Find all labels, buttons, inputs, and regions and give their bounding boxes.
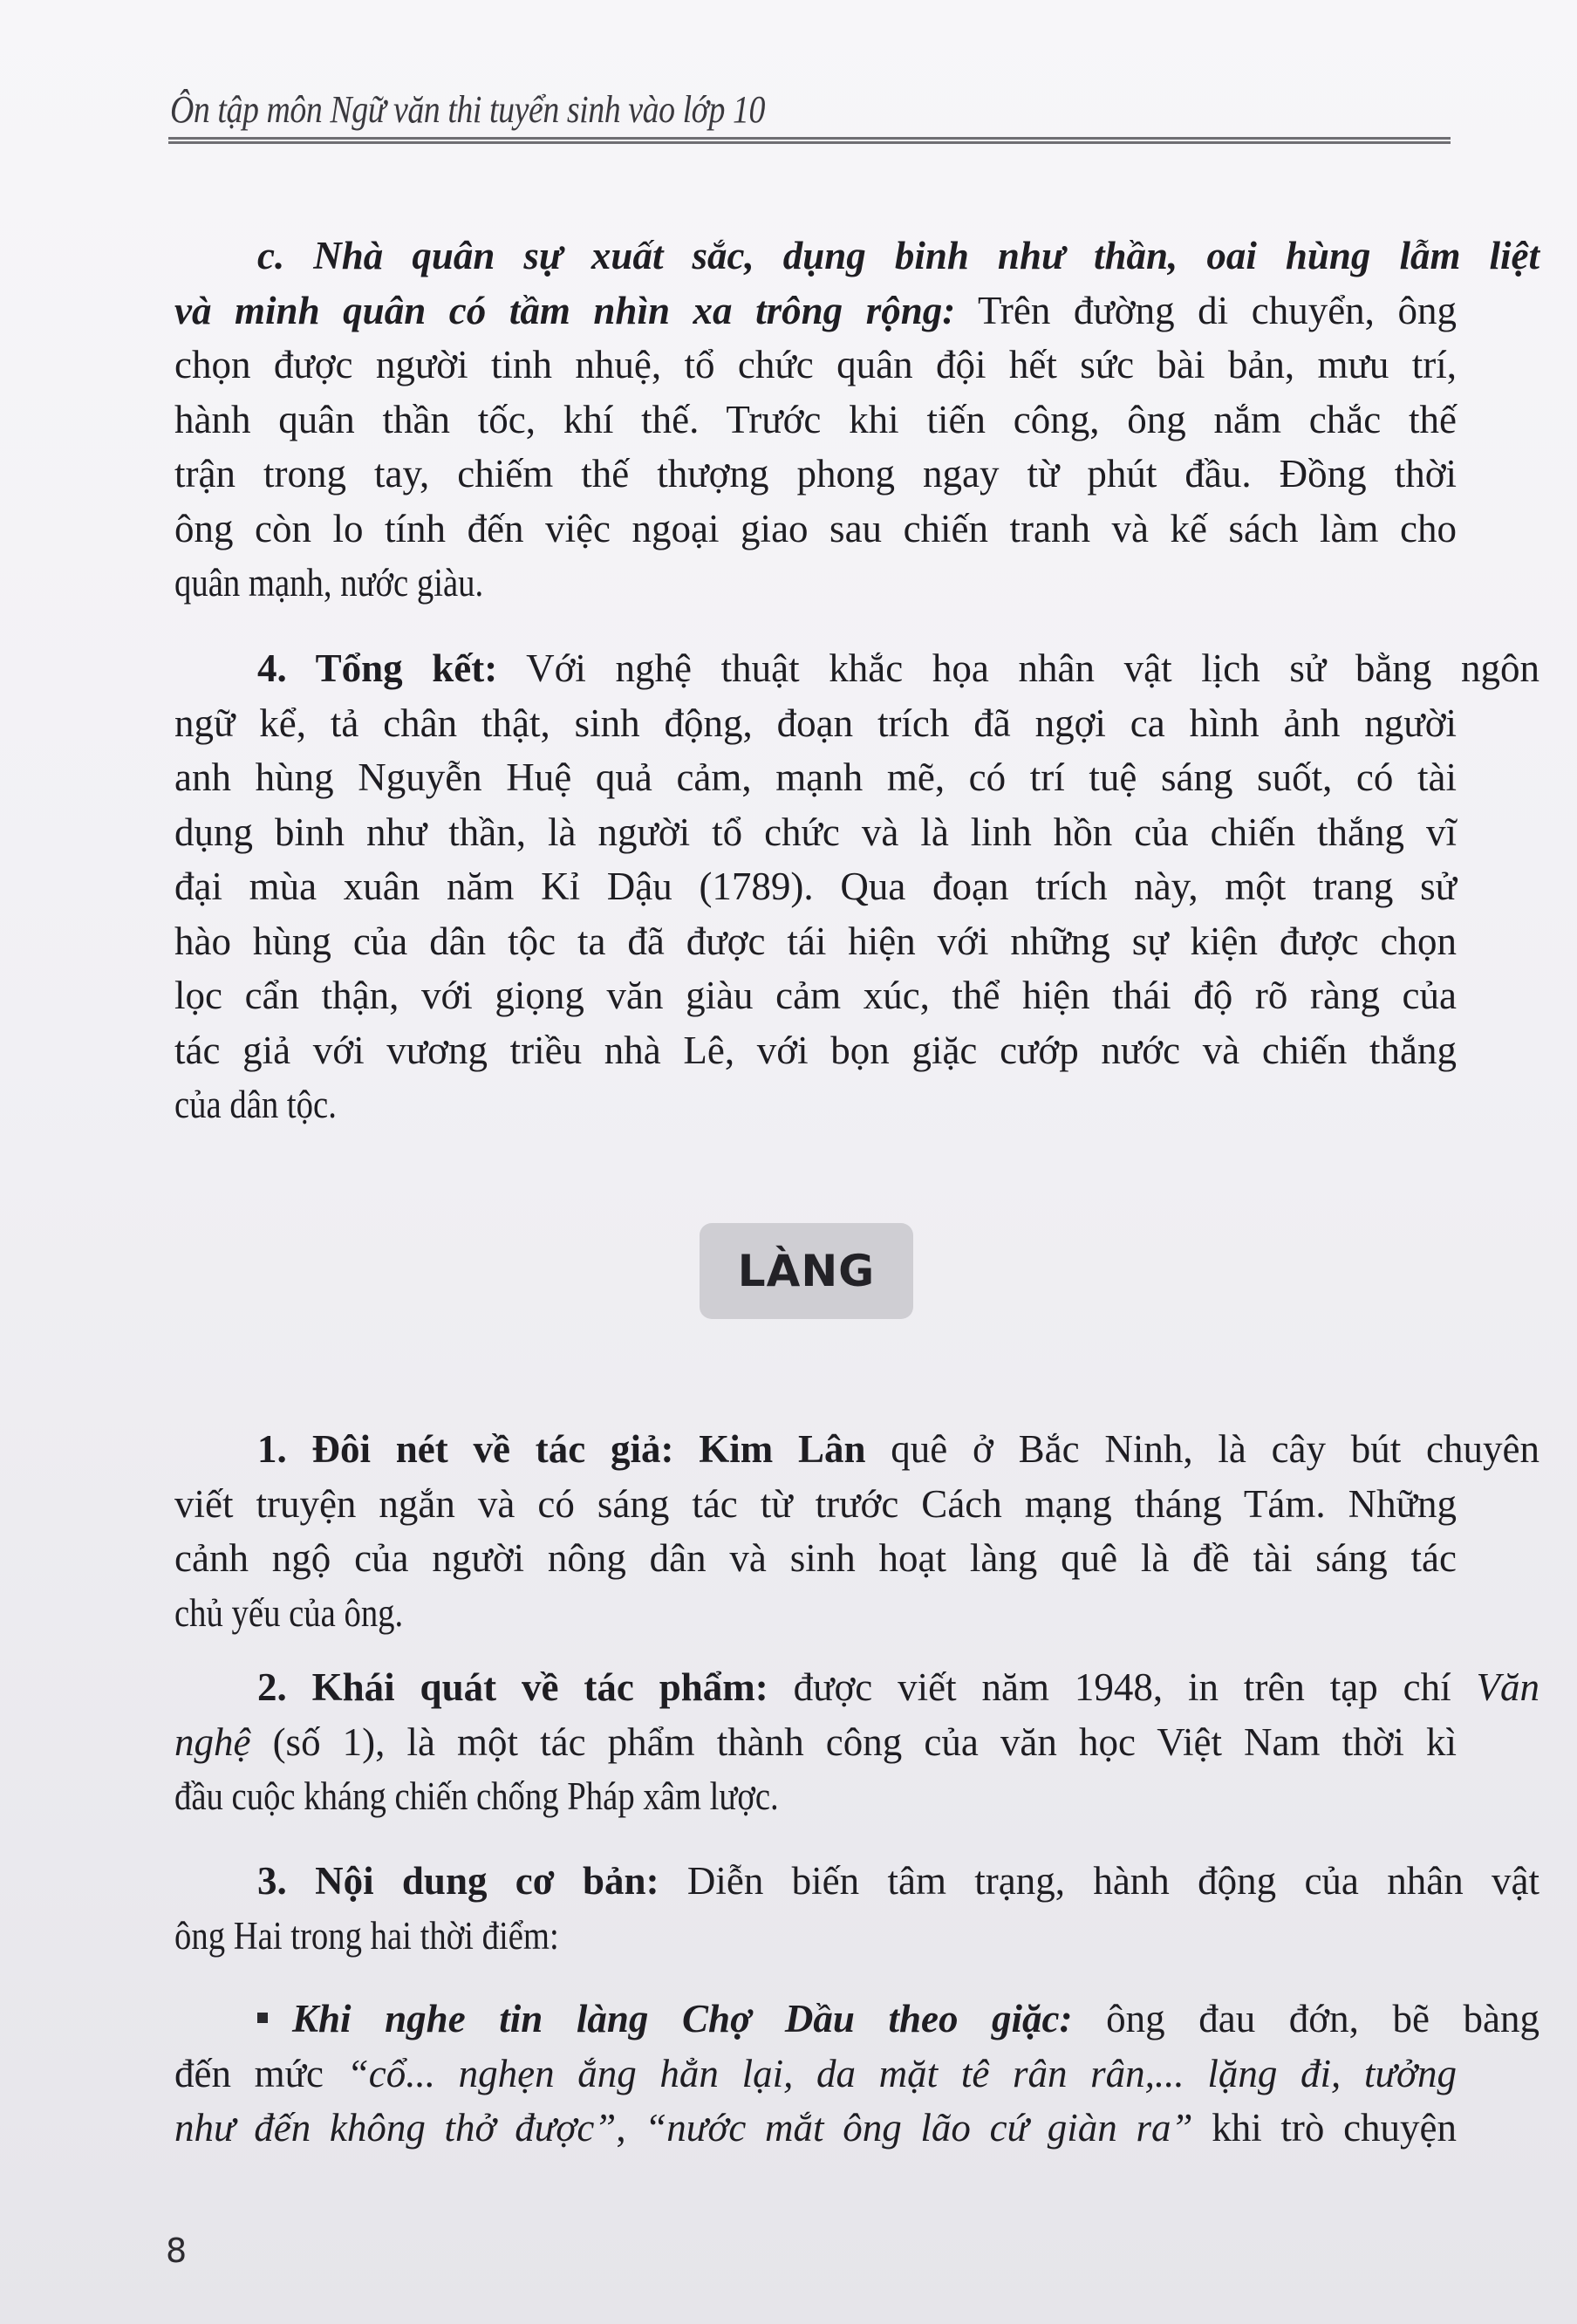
text-line	[174, 2047, 1457, 2102]
text-line: hành quân thần tốc, khí thế. Trước khi tiến công, ông nắm chắc thế	[174, 397, 1457, 441]
text-line: c. Nhà quân sự xuất sắc, dụng binh như thần, oai hùng lẫm liệt	[257, 234, 1539, 277]
quote: như đến không thở được”	[174, 2106, 617, 2150]
section-title: LÀNG	[737, 1246, 876, 1296]
text-line: đại mùa xuân năm Kỉ Dậu (1789). Qua đoạn trích này, một trang sử	[174, 865, 1457, 908]
header-rule	[168, 137, 1451, 144]
bold-label: 1. Đôi nét về tác giả: Kim Lân	[257, 1427, 866, 1471]
text-line: hào hùng của dân tộc ta đã được tái hiện với những sự kiện được chọn	[174, 919, 1457, 963]
text-run: ,	[616, 2106, 645, 2150]
bold-italic-label: và minh quân có tầm nhìn xa trông rộng:	[174, 288, 956, 332]
text-line: tác giả với vương triều nhà Lê, với bọn giặc cướp nước và chiến thắng	[174, 1028, 1457, 1072]
paragraph-author	[174, 1422, 1539, 1640]
bold-label: 3. Nội dung cơ bản:	[257, 1859, 659, 1903]
text-line: cảnh ngộ của người nông dân và sinh hoạt làng quê là đề tài sáng tác	[174, 1536, 1457, 1580]
text-run: Trên đường di chuyển, ông	[955, 288, 1457, 332]
text-line: quân mạnh, nước giàu.	[174, 561, 484, 605]
text-line	[174, 1992, 1539, 2047]
text-line	[174, 641, 1539, 696]
text-line	[174, 284, 1457, 338]
bold-label: 2. Khái quát về tác phẩm:	[257, 1665, 768, 1709]
text-line	[174, 1422, 1539, 1477]
text-line: của dân tộc.	[174, 1083, 337, 1126]
page-number: 8	[166, 2232, 188, 2270]
text-line: lọc cẩn thận, với giọng văn giàu cảm xúc, thể hiện thái độ rõ ràng của	[174, 974, 1457, 1017]
text-run: (số 1), là một tác phẩm thành công của văn học Việt Nam thời kì	[250, 1719, 1457, 1764]
text-line	[174, 1660, 1539, 1715]
text-line: đầu cuộc kháng chiến chống Pháp xâm lược.	[174, 1774, 779, 1818]
text-run: quê ở Bắc Ninh, là cây bút chuyên	[865, 1427, 1539, 1471]
text-line	[174, 2101, 1457, 2156]
italic-title: Văn	[1476, 1665, 1539, 1709]
text-line: chọn được người tinh nhuệ, tổ chức quân đội hết sức bài bản, mưu trí,	[174, 343, 1457, 386]
text-line: ông Hai trong hai thời điểm:	[174, 1913, 559, 1958]
bold-italic-label: Khi nghe tin làng Chợ Dầu theo giặc:	[292, 1997, 1073, 2040]
bullet-square-icon	[257, 2013, 268, 2023]
text-line: trận trong tay, chiếm thế thượng phong ngay từ phút đầu. Đồng thời	[174, 452, 1457, 496]
paragraph-nguyen-hue-military	[174, 229, 1539, 611]
text-line	[174, 1715, 1457, 1770]
text-line: viết truyện ngắn và có sáng tác từ trước Cách mạng tháng Tám. Những	[174, 1481, 1457, 1526]
paragraph-work-overview	[174, 1660, 1539, 1824]
text-line	[174, 1854, 1539, 1909]
text-line: chủ yếu của ông.	[174, 1590, 404, 1635]
running-head: Ôn tập môn Ngữ văn thi tuyển sinh vào lớp 10	[170, 88, 765, 131]
text-run: đến mức	[174, 2051, 347, 2095]
section-title-badge	[700, 1223, 913, 1319]
italic-title: nghệ	[174, 1719, 251, 1764]
text-line: dụng binh như thần, là người tổ chức và là linh hồn của chiến thắng vĩ	[174, 810, 1457, 854]
text-run: khi trò chuyện	[1192, 2106, 1458, 2150]
bold-label: 4. Tổng kết:	[257, 646, 498, 690]
text-run: ông đau đớn, bẽ bàng	[1072, 1997, 1540, 2040]
text-run: được viết năm 1948, in trên tạp chí	[768, 1665, 1477, 1709]
text-line: ông còn lo tính đến việc ngoại giao sau chiến tranh và kế sách làm cho	[174, 506, 1457, 550]
text-run: Diễn biến tâm trạng, hành động của nhân vật	[659, 1859, 1539, 1903]
quote: “nước mắt ông lão cứ giàn ra”	[645, 2106, 1193, 2150]
paragraph-summary	[174, 641, 1540, 1132]
quote: “cổ... nghẹn ắng hẳn lại, da mặt tê rân rân,... lặng đi, tưởng	[346, 2051, 1458, 2095]
text-line: ngữ kể, tả chân thật, sinh động, đoạn trích đã ngợi ca hình ảnh người	[174, 701, 1457, 745]
text-line: anh hùng Nguyễn Huệ quả cảm, mạnh mẽ, có trí tuệ sáng suốt, có tài	[174, 755, 1457, 799]
paragraph-content	[174, 1854, 1539, 1963]
bullet-paragraph	[174, 1992, 1540, 2156]
text-run: Với nghệ thuật khắc họa nhân vật lịch sử bằng ngôn	[497, 646, 1540, 690]
